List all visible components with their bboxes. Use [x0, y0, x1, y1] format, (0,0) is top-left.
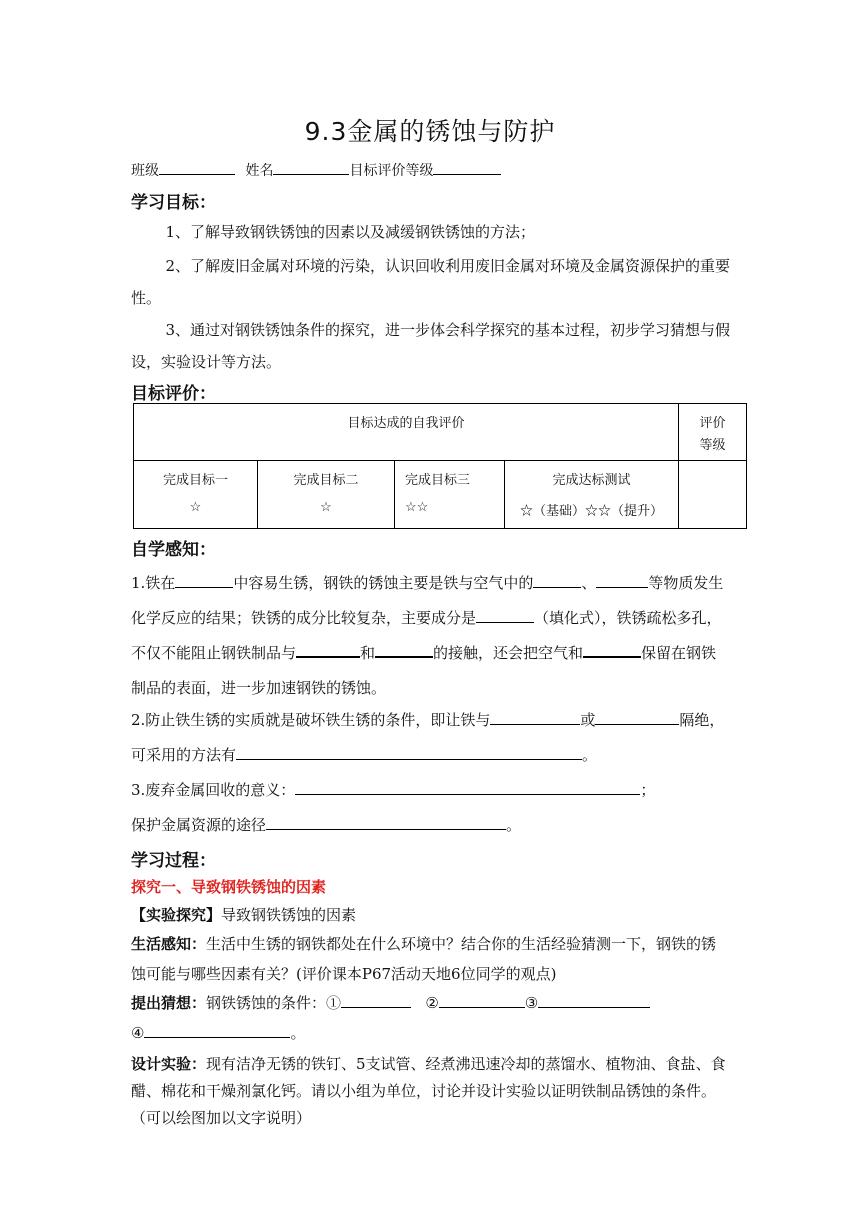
star-rating[interactable]: ☆	[189, 500, 202, 515]
experiment-label: 【实验探究】	[131, 906, 222, 924]
eval-col-label: 完成达标测试	[552, 473, 631, 488]
star-rating[interactable]: ☆（基础）☆☆（提升）	[520, 504, 664, 519]
guess-text: 钢铁锈蚀的条件：①	[206, 994, 342, 1012]
q1-text: 和	[360, 644, 376, 662]
guess-text: 。	[290, 1024, 306, 1042]
q2-text: 。	[582, 746, 598, 764]
eval-col-2	[258, 461, 395, 529]
eval-col-label: 完成目标二	[293, 473, 359, 488]
blank[interactable]	[236, 745, 582, 760]
blank[interactable]	[144, 1023, 290, 1038]
class-label: 班级	[131, 163, 159, 179]
q1-text: 保留在钢铁制品的表面，进一步加速钢铁的锈蚀。	[131, 644, 717, 697]
blank[interactable]	[533, 573, 581, 588]
experiment-line	[131, 900, 731, 930]
blank[interactable]	[583, 642, 641, 658]
blank[interactable]	[341, 993, 411, 1008]
goal-item-2: 2、了解废旧金属对环境的污染，认识回收利用废旧金属对环境及金属资源保护的重要性。	[131, 257, 731, 307]
q2-text: 2.防止铁生锈的实质就是破坏铁生锈的条件，即让铁与	[131, 711, 491, 729]
blank[interactable]	[175, 573, 233, 588]
self-study-heading: 自学感知：	[131, 540, 216, 560]
blank[interactable]	[296, 642, 360, 658]
question-1	[131, 566, 731, 706]
eval-col-4	[505, 461, 679, 529]
star-rating[interactable]: ☆	[320, 500, 332, 515]
goals-heading: 学习目标：	[131, 193, 216, 213]
blank[interactable]	[476, 608, 534, 623]
eval-col-label: 完成目标一	[162, 473, 228, 488]
design-label: 设计实验：	[131, 1055, 207, 1073]
name-label: 姓名	[245, 163, 274, 179]
q3-text: 3.废弃金属回收的意义：	[131, 781, 296, 799]
q2-text: 隔绝，可采用的方法有	[131, 711, 725, 764]
eval-header-grade-line1: 评价	[699, 416, 726, 431]
life-perception	[131, 929, 731, 989]
q3-text: ；	[640, 781, 656, 799]
grade-label: 目标评价等级	[349, 163, 434, 179]
hypothesis	[131, 988, 731, 1048]
eval-col-1	[134, 461, 258, 529]
evaluation-heading: 目标评价：	[131, 384, 216, 404]
blank[interactable]	[375, 642, 433, 658]
guess-text: ②	[425, 994, 439, 1012]
design-experiment	[131, 1051, 731, 1132]
q1-text: 的接触，还会把空气和	[433, 644, 584, 662]
question-3	[131, 773, 731, 843]
guess-label: 提出猜想：	[131, 994, 207, 1012]
student-info-line	[131, 160, 507, 180]
class-blank[interactable]	[159, 161, 235, 175]
blank[interactable]	[266, 815, 506, 830]
guess-text: ③	[524, 994, 539, 1012]
grade-blank[interactable]	[433, 161, 501, 175]
blank[interactable]	[538, 993, 650, 1008]
eval-grade-cell[interactable]	[679, 461, 747, 529]
evaluation-table	[133, 403, 747, 529]
q3-text: 。	[506, 816, 522, 834]
blank[interactable]	[439, 993, 525, 1008]
q1-text: 1.铁在	[131, 574, 176, 592]
eval-header-grade-line2: 等级	[699, 438, 726, 453]
q3-text: 保护金属资源的途径	[131, 816, 267, 834]
eval-col-3	[395, 461, 505, 529]
blank[interactable]	[595, 710, 679, 725]
eval-col-label: 完成目标三	[405, 473, 471, 488]
process-heading: 学习过程：	[131, 851, 216, 871]
design-text: 现有洁净无锈的铁钉、5支试管、经煮沸迅速冷却的蒸馏水、植物油、食盐、食醋、棉花和干燥剂氯化钙。请以小组为单位，讨论并设计实验以证明铁制品锈蚀的条件。（可以绘图加以文字说明）	[131, 1055, 726, 1127]
life-label: 生活感知：	[131, 935, 207, 953]
guess-text: ④	[131, 1024, 145, 1042]
blank[interactable]	[490, 710, 580, 725]
q1-text: 等物质发生化学反应的结果；铁锈的成分比较复杂，主要成分是	[131, 574, 724, 627]
blank[interactable]	[596, 573, 648, 588]
name-blank[interactable]	[273, 161, 349, 175]
q1-text: 、	[581, 574, 597, 592]
explore-1-heading: 探究一、导致钢铁锈蚀的因素	[131, 878, 327, 896]
question-2	[131, 703, 731, 773]
life-text: 生活中生锈的钢铁都处在什么环境中？结合你的生活经验猜测一下，钢铁的锈蚀可能与哪些因素有关？(评价课本P67活动天地6位同学的观点)	[131, 935, 717, 983]
q2-text: 或	[580, 711, 596, 729]
q1-text: （填化式），铁锈疏松多孔，不仅不能阻止钢铁制品与	[131, 609, 722, 662]
eval-header-grade	[679, 404, 747, 461]
eval-header-main: 目标达成的自我评价	[134, 404, 679, 461]
experiment-text: 导致钢铁锈蚀的因素	[221, 906, 357, 924]
goal-item-1: 1、了解导致钢铁锈蚀的因素以及减缓钢铁锈蚀的方法；	[165, 223, 536, 241]
goal-item-3: 3、通过对钢铁锈蚀条件的探究，进一步体会科学探究的基本过程，初步学习猜想与假设，实验设计等方法。	[131, 321, 731, 371]
q1-text: 中容易生锈，钢铁的锈蚀主要是铁与空气中的	[233, 574, 534, 592]
blank[interactable]	[295, 780, 640, 795]
star-rating[interactable]: ☆☆	[405, 500, 429, 515]
page-title: 9.3金属的锈蚀与防护	[304, 117, 556, 146]
